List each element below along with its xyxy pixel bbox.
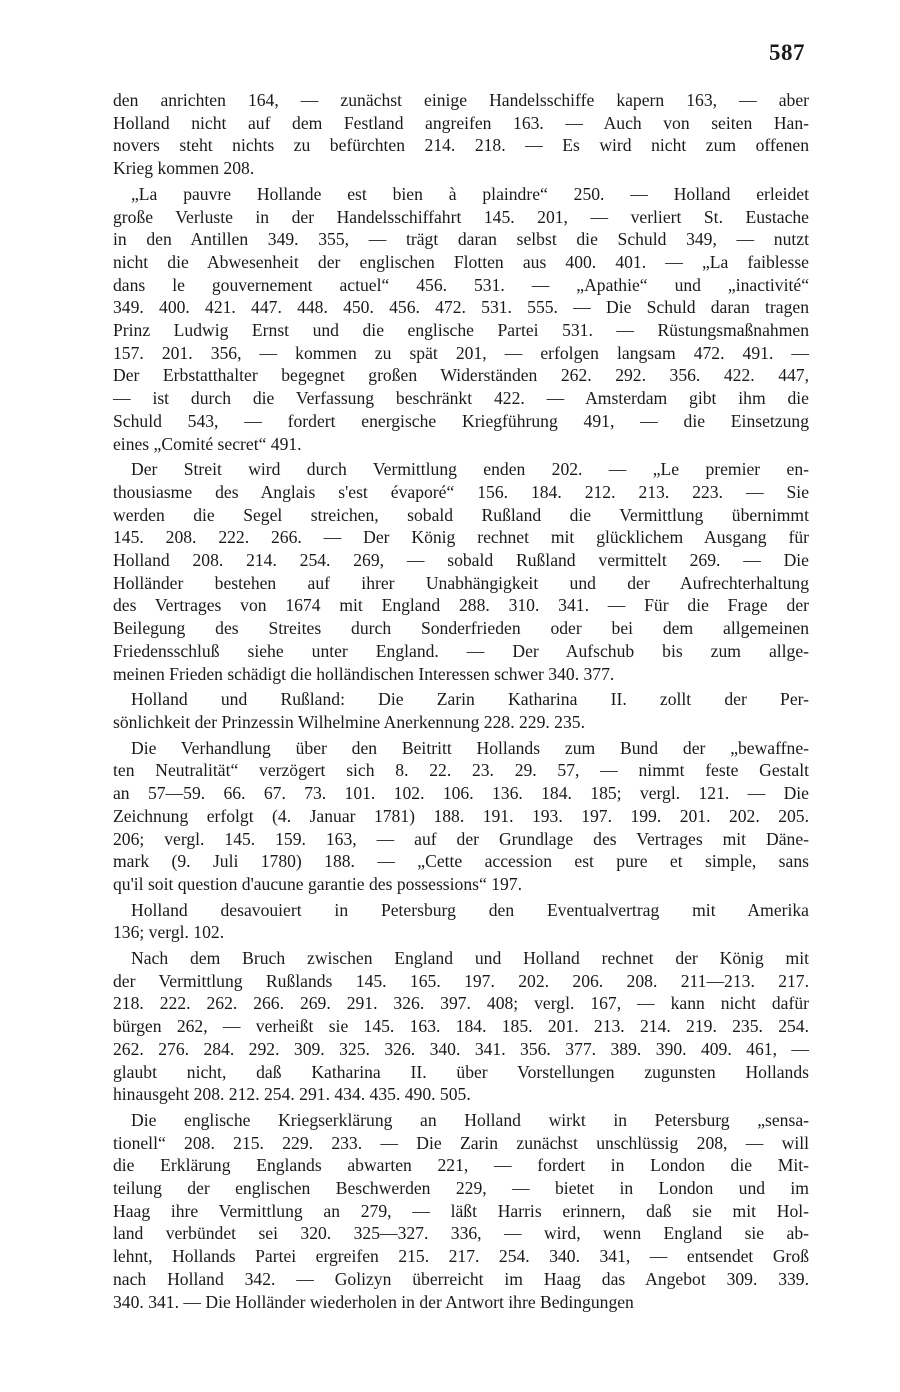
text-line: 340. 341. — Die Holländer wiederholen in der Antwort ihre Bedingungen bbox=[113, 1291, 634, 1312]
text-line: 262. 276. 284. 292. 309. 325. 326. 340. 341. 356. 377. 389. 390. 409. 461, — bbox=[113, 1038, 809, 1059]
paragraph bbox=[113, 899, 809, 944]
text-line: Holland 208. 214. 254. 269, — sobald Rußland vermittelt 269. — Die bbox=[113, 550, 809, 571]
text-line: in den Antillen 349. 355, — trägt daran selbst die Schuld 349, — nutzt bbox=[113, 229, 809, 250]
text-line: mark (9. Juli 1780) 188. — „Cette accession est pure et simple, sans bbox=[113, 851, 809, 872]
paragraph bbox=[113, 947, 809, 1106]
text-line: bürgen 262, — verheißt sie 145. 163. 184. 185. 201. 213. 214. 219. 235. 254. bbox=[113, 1016, 809, 1037]
text-line: 145. 208. 222. 266. — Der König rechnet mit glücklichem Ausgang für bbox=[113, 527, 809, 548]
paragraph bbox=[113, 458, 809, 685]
paragraph bbox=[113, 737, 809, 896]
text-line: tionell“ 208. 215. 229. 233. — Die Zarin zunächst unschlüssig 208, — will bbox=[113, 1132, 809, 1153]
text-line: werden die Segel streichen, sobald Rußland die Vermittlung übernimmt bbox=[113, 504, 809, 525]
text-line: glaubt nicht, daß Katharina II. über Vorstellungen zugunsten Hollands bbox=[113, 1061, 809, 1082]
page-number: 587 bbox=[769, 40, 805, 65]
text-line: der Vermittlung Rußlands 145. 165. 197. 202. 206. 208. 211—213. 217. bbox=[113, 970, 809, 991]
text-line: meinen Frieden schädigt die holländischen Interessen schwer 340. 377. bbox=[113, 663, 615, 684]
text-line: teilung der englischen Beschwerden 229, — bietet in London und im bbox=[113, 1178, 809, 1199]
text-line: an 57—59. 66. 67. 73. 101. 102. 106. 136. 184. 185; vergl. 121. — Die bbox=[113, 783, 809, 804]
text-line: Prinz Ludwig Ernst und die englische Partei 531. — Rüstungsmaßnahmen bbox=[113, 320, 809, 341]
text-line: — ist durch die Verfassung beschränkt 422. — Amsterdam gibt ihm die bbox=[113, 388, 809, 409]
text-line: ten Neutralität“ verzögert sich 8. 22. 23. 29. 57, — nimmt feste Gestalt bbox=[113, 760, 809, 781]
text-line: Krieg kommen 208. bbox=[113, 158, 255, 179]
text-line: thousiasme des Anglais s'est évaporé“ 156. 184. 212. 213. 223. — Sie bbox=[113, 481, 809, 502]
text-line: Die Verhandlung über den Beitritt Hollands zum Bund der „bewaffne- bbox=[131, 737, 809, 758]
text-line: Holland nicht auf dem Festland angreifen 163. — Auch von seiten Han- bbox=[113, 112, 809, 133]
text-line: Haag ihre Vermittlung an 279, — läßt Harris erinnern, daß sie mit Hol- bbox=[113, 1200, 809, 1221]
text-line: Holland desavouiert in Petersburg den Eventualvertrag mit Amerika bbox=[131, 899, 809, 920]
text-line: Der Erbstatthalter begegnet großen Widerständen 262. 292. 356. 422. 447, bbox=[113, 365, 809, 386]
text-line: nach Holland 342. — Golizyn überreicht im Haag das Angebot 309. 339. bbox=[113, 1268, 809, 1289]
text-line: Die englische Kriegserklärung an Holland wirkt in Petersburg „sensa- bbox=[131, 1109, 809, 1130]
text-line: sönlichkeit der Prinzessin Wilhelmine Anerkennung 228. 229. 235. bbox=[113, 711, 585, 732]
text-line: lehnt, Hollands Partei ergreifen 215. 217. 254. 340. 341, — entsendet Groß bbox=[113, 1246, 809, 1267]
text-line: Schuld 543, — fordert energische Kriegführung 491, — die Einsetzung bbox=[113, 410, 809, 431]
text-line: „La pauvre Hollande est bien à plaindre“ 250. — Holland erleidet bbox=[131, 183, 809, 204]
text-line: Nach dem Bruch zwischen England und Holland rechnet der König mit bbox=[131, 948, 809, 969]
text-line: Beilegung des Streites durch Sonderfrieden oder bei dem allgemeinen bbox=[113, 618, 809, 639]
text-line: eines „Comité secret“ 491. bbox=[113, 433, 302, 454]
text-line: 206; vergl. 145. 159. 163, — auf der Grundlage des Vertrages mit Däne- bbox=[113, 828, 809, 849]
text-line: novers steht nichts zu befürchten 214. 218. — Es wird nicht zum offenen bbox=[113, 135, 809, 156]
text-line: dans le gouvernement actuel“ 456. 531. — „Apathie“ und „inactivité“ bbox=[113, 274, 809, 295]
text-line: Holland und Rußland: Die Zarin Katharina II. zollt der Per- bbox=[131, 689, 809, 710]
body-text bbox=[113, 89, 809, 1313]
text-line: hinausgeht 208. 212. 254. 291. 434. 435. 490. 505. bbox=[113, 1084, 471, 1105]
paragraph bbox=[113, 183, 809, 455]
text-line: 157. 201. 356, — kommen zu spät 201, — erfolgen langsam 472. 491. — bbox=[113, 342, 809, 363]
text-line: Friedensschluß siehe unter England. — Der Aufschub bis zum allge- bbox=[113, 640, 809, 661]
text-line: große Verluste in der Handelsschiffahrt 145. 201, — verliert St. Eustache bbox=[113, 206, 809, 227]
text-line: land verbündet sei 320. 325—327. 336, — wird, wenn England sie ab- bbox=[113, 1223, 809, 1244]
text-line: qu'il soit question d'aucune garantie des possessions“ 197. bbox=[113, 873, 522, 894]
text-line: Der Streit wird durch Vermittlung enden 202. — „Le premier en- bbox=[131, 459, 809, 480]
paragraph bbox=[113, 89, 809, 180]
text-line: 349. 400. 421. 447. 448. 450. 456. 472. 531. 555. — Die Schuld daran tragen bbox=[113, 297, 809, 318]
text-line: 136; vergl. 102. bbox=[113, 922, 225, 943]
text-line: nicht die Abwesenheit der englischen Flotten aus 400. 401. — „La faiblesse bbox=[113, 251, 809, 272]
text-line: Zeichnung erfolgt (4. Januar 1781) 188. 191. 193. 197. 199. 201. 202. 205. bbox=[113, 805, 809, 826]
text-line: des Vertrages von 1674 mit England 288. 310. 341. — Für die Frage der bbox=[113, 595, 809, 616]
paragraph bbox=[113, 1109, 809, 1313]
text-line: den anrichten 164, — zunächst einige Handelsschiffe kapern 163, — aber bbox=[113, 90, 809, 110]
text-line: 218. 222. 262. 266. 269. 291. 326. 397. 408; vergl. 167, — kann nicht dafür bbox=[113, 993, 809, 1014]
text-line: die Erklärung Englands abwarten 221, — fordert in London die Mit- bbox=[113, 1155, 809, 1176]
text-line: Holländer bestehen auf ihrer Unabhängigkeit und der Aufrechterhaltung bbox=[113, 572, 809, 593]
paragraph bbox=[113, 688, 809, 733]
